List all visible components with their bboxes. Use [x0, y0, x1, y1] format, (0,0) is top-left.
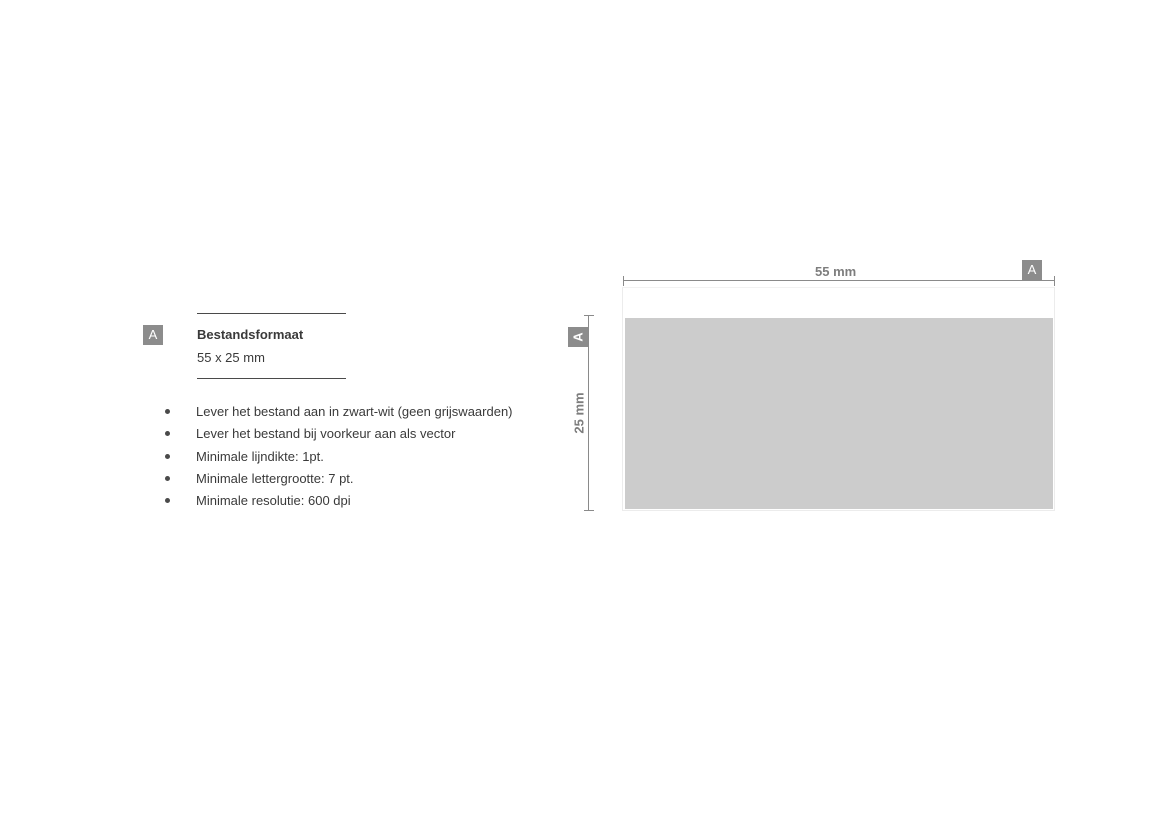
spec-badge: A [143, 325, 163, 345]
requirements-list [163, 402, 513, 513]
bullet-icon [165, 409, 170, 414]
drawing-top-badge: A [1022, 260, 1042, 280]
bullet-icon [165, 498, 170, 503]
width-dimension-line [623, 280, 1055, 281]
height-dimension-line [588, 315, 589, 511]
height-dimension-label: 25 mm [571, 392, 587, 434]
width-dimension-tick-right [1054, 276, 1055, 286]
list-item: Minimale resolutie: 600 dpi [163, 491, 513, 513]
list-item: Lever het bestand aan in zwart-wit (geen grijswaarden) [163, 402, 513, 424]
bullet-icon [165, 476, 170, 481]
label-print-area [625, 318, 1053, 509]
bullet-icon [165, 431, 170, 436]
list-item: Lever het bestand bij voorkeur aan als vector [163, 424, 513, 446]
height-dimension-tick-bottom [584, 510, 594, 511]
list-item: Minimale lijndikte: 1pt. [163, 447, 513, 469]
spec-size: 55 x 25 mm [197, 350, 265, 365]
width-dimension-label: 55 mm [815, 264, 857, 279]
list-item: Minimale lettergrootte: 7 pt. [163, 469, 513, 491]
width-dimension-tick-left [623, 276, 624, 286]
drawing-side-badge [568, 327, 588, 347]
height-dimension-tick-top [584, 315, 594, 316]
spec-title: Bestandsformaat [197, 327, 304, 342]
spec-top-rule [197, 313, 346, 314]
bullet-icon [165, 454, 170, 459]
side-badge-letter: A [570, 332, 586, 342]
spec-bottom-rule [197, 378, 346, 379]
